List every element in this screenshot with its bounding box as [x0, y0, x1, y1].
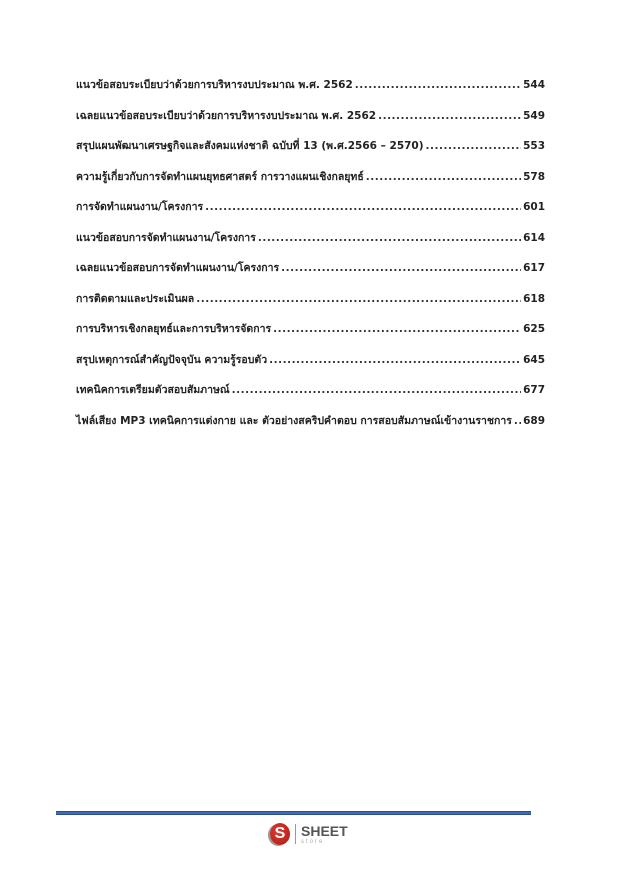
toc-entry-title: เทคนิคการเตรียมตัวสอบสัมภาษณ์: [76, 384, 230, 396]
toc-entry-page: 689: [523, 414, 545, 427]
logo-word: SHEET: [301, 823, 348, 839]
toc-entry-title: เฉลยแนวข้อสอบระเบียบว่าด้วยการบริหารงบประมาณ พ.ศ. 2562: [76, 109, 377, 122]
toc-entry-page: 614: [523, 231, 545, 244]
table-of-contents: [76, 76, 545, 442]
toc-entry[interactable]: [76, 381, 545, 412]
toc-entry[interactable]: [76, 137, 545, 168]
toc-entry[interactable]: [76, 351, 545, 382]
toc-entry-title: การติดตามและประเมินผล: [76, 292, 195, 305]
toc-entry-page: 544: [523, 79, 545, 91]
toc-entry-title: เฉลยแนวข้อสอบการจัดทำแผนงาน/โครงการ: [76, 262, 280, 274]
dot-leader: [269, 354, 521, 366]
dot-leader: [258, 232, 521, 244]
dot-leader: [514, 415, 521, 427]
toc-entry-title: แนวข้อสอบระเบียบว่าด้วยการบริหารงบประมาณ พ.ศ. 2562: [76, 79, 353, 91]
toc-entry-page: 645: [523, 353, 545, 366]
toc-entry[interactable]: [76, 107, 545, 138]
sheet-store-logo: [270, 823, 348, 845]
toc-entry-title: สรุปเหตุการณ์สำคัญปัจจุบัน ความรู้รอบตัว: [76, 353, 268, 366]
logo-subword: store: [301, 839, 325, 845]
dot-leader: [205, 201, 521, 213]
dot-leader: [426, 140, 522, 152]
toc-entry-title: ความรู้เกี่ยวกับการจัดทำแผนยุทธศาสตร์ การวางแผนเชิงกลยุทธ์: [76, 170, 364, 183]
toc-entry-title: ไฟล์เสียง MP3 เทคนิคการแต่งกาย และ ตัวอย่างสคริปคำตอบ การสอบสัมภาษณ์เข้างานราชการ: [76, 414, 512, 427]
toc-entry-title: การจัดทำแผนงาน/โครงการ: [76, 201, 204, 213]
dot-leader: [281, 262, 521, 274]
toc-entry[interactable]: [76, 290, 545, 321]
dot-leader: [355, 79, 521, 91]
toc-entry[interactable]: [76, 198, 545, 229]
logo-separator: [295, 824, 296, 844]
toc-entry-page: 677: [523, 384, 545, 396]
toc-entry-title: การบริหารเชิงกลยุทธ์และการบริหารจัดการ: [76, 323, 272, 335]
toc-entry[interactable]: [76, 259, 545, 290]
dot-leader: [366, 171, 521, 183]
toc-entry-page: 601: [523, 201, 545, 213]
toc-entry-title: สรุปแผนพัฒนาเศรษฐกิจและสังคมแห่งชาติ ฉบับที่ 13 (พ.ศ.2566 – 2570): [76, 140, 424, 152]
toc-entry-title: แนวข้อสอบการจัดทำแผนงาน/โครงการ: [76, 231, 256, 244]
toc-entry-page: 625: [523, 323, 545, 335]
dot-leader: [273, 323, 521, 335]
dot-leader: [378, 110, 521, 122]
dot-leader: [196, 293, 521, 305]
toc-entry-page: 617: [523, 262, 545, 274]
logo-s-icon: S: [270, 823, 290, 845]
footer-divider: [56, 811, 531, 815]
dot-leader: [232, 384, 521, 396]
toc-entry-page: 578: [523, 170, 545, 183]
toc-entry[interactable]: [76, 168, 545, 199]
toc-entry[interactable]: [76, 76, 545, 107]
toc-entry-page: 549: [523, 109, 545, 122]
toc-entry-page: 553: [523, 140, 545, 152]
toc-entry[interactable]: [76, 320, 545, 351]
toc-entry-page: 618: [523, 292, 545, 305]
toc-entry[interactable]: [76, 412, 545, 443]
toc-entry[interactable]: [76, 229, 545, 260]
